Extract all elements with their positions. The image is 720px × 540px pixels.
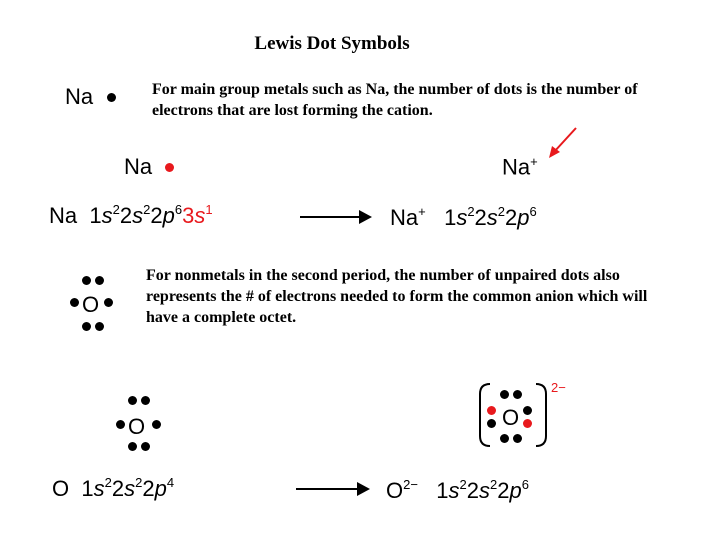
config-charge: 2− <box>403 477 418 492</box>
nonmetals-paragraph: For nonmetals in the second period, the number of unpaired dots also represents the # of electrons needed to form the common anion which will have a complete octet. <box>146 267 648 326</box>
config-subshell: s <box>456 205 468 230</box>
config-shell: 1 <box>444 205 457 230</box>
reaction-arrow-sodium <box>300 216 370 218</box>
sodium-cation-configuration <box>390 205 537 231</box>
oxide-gained-dot <box>487 406 496 415</box>
config-electrons: 6 <box>521 477 529 492</box>
oxide-anion-configuration <box>386 478 529 504</box>
config-subshell: s <box>486 205 498 230</box>
config-shell: 1 <box>81 476 94 501</box>
config-subshell: p <box>517 205 530 230</box>
config-subshell: s <box>448 478 460 503</box>
oxygen-dot <box>95 276 104 285</box>
config-electrons: 6 <box>174 202 183 217</box>
config-subshell: s <box>479 478 491 503</box>
config-shell: 2 <box>142 476 155 501</box>
config-electrons: 2 <box>143 202 151 217</box>
oxide-dot <box>523 406 532 415</box>
sodium-cation-symbol: Na <box>502 154 531 180</box>
oxide-dot <box>513 390 522 399</box>
sodium-valence-dot-red <box>165 163 174 172</box>
config-shell: 2 <box>474 205 487 230</box>
sodium-cation-charge: + <box>530 154 538 169</box>
config-shell: 2 <box>497 478 510 503</box>
config-electrons: 4 <box>166 475 175 490</box>
config-valence-shell: 3 <box>182 203 195 228</box>
config-shell: 2 <box>111 476 125 501</box>
oxygen-dot <box>128 396 137 405</box>
sodium-symbol: Na <box>124 154 153 179</box>
oxygen-dot <box>152 420 161 429</box>
config-subshell: s <box>124 476 136 501</box>
config-subshell: p <box>162 203 175 228</box>
oxide-anion-charge: 2− <box>551 380 566 395</box>
config-symbol: O <box>52 476 70 501</box>
oxide-dot <box>513 434 522 443</box>
oxygen-dot <box>82 276 91 285</box>
config-subshell: s <box>101 203 113 228</box>
config-symbol: O <box>386 478 404 503</box>
config-electrons: 6 <box>529 204 537 219</box>
config-subshell: p <box>509 478 522 503</box>
config-subshell: p <box>154 476 167 501</box>
config-shell: 2 <box>505 205 518 230</box>
oxygen-dot <box>116 420 125 429</box>
config-shell: 1 <box>89 203 102 228</box>
config-subshell: s <box>93 476 105 501</box>
oxide-gained-dot <box>523 419 532 428</box>
oxygen-dot <box>104 298 113 307</box>
oxygen-dot <box>95 322 104 331</box>
config-shell: 1 <box>436 478 449 503</box>
config-valence-electrons: 1 <box>205 202 213 217</box>
oxygen-dot <box>82 322 91 331</box>
config-electrons: 2 <box>104 475 112 490</box>
config-electrons: 2 <box>112 202 120 217</box>
config-shell: 2 <box>150 203 163 228</box>
config-electrons: 2 <box>135 475 143 490</box>
sodium-config-symbol: Na <box>49 203 78 228</box>
oxygen-dot <box>128 442 137 451</box>
oxide-dot <box>500 390 509 399</box>
oxygen-symbol: O <box>128 414 146 439</box>
config-shell: 2 <box>466 478 480 503</box>
config-electrons: 2 <box>467 204 475 219</box>
oxygen-dot <box>141 396 150 405</box>
config-symbol: Na <box>390 205 419 230</box>
sodium-symbol-top: Na <box>65 84 94 109</box>
metals-paragraph: For main group metals such as Na, the number of dots is the number of electrons that are lost forming the cation. <box>152 81 638 119</box>
page-title: Lewis Dot Symbols <box>254 33 410 54</box>
sodium-configuration <box>49 203 213 229</box>
oxide-dot <box>500 434 509 443</box>
pointer-arrow-icon <box>545 124 581 162</box>
config-electrons: 2 <box>490 477 498 492</box>
oxide-anion-symbol: O <box>502 405 520 430</box>
oxygen-dot <box>141 442 150 451</box>
config-shell: 2 <box>119 203 133 228</box>
config-electrons: 2 <box>497 204 506 219</box>
sodium-cation <box>502 154 538 180</box>
config-charge: + <box>418 204 426 219</box>
oxygen-dot <box>70 298 79 307</box>
oxide-dot <box>487 419 496 428</box>
config-subshell: s <box>132 203 144 228</box>
oxygen-symbol-top: O <box>82 292 100 317</box>
config-electrons: 2 <box>459 477 467 492</box>
reaction-arrow-oxygen <box>296 488 368 490</box>
config-valence-subshell: s <box>194 203 206 228</box>
sodium-valence-dot-top <box>107 93 116 102</box>
oxygen-configuration <box>52 476 174 502</box>
